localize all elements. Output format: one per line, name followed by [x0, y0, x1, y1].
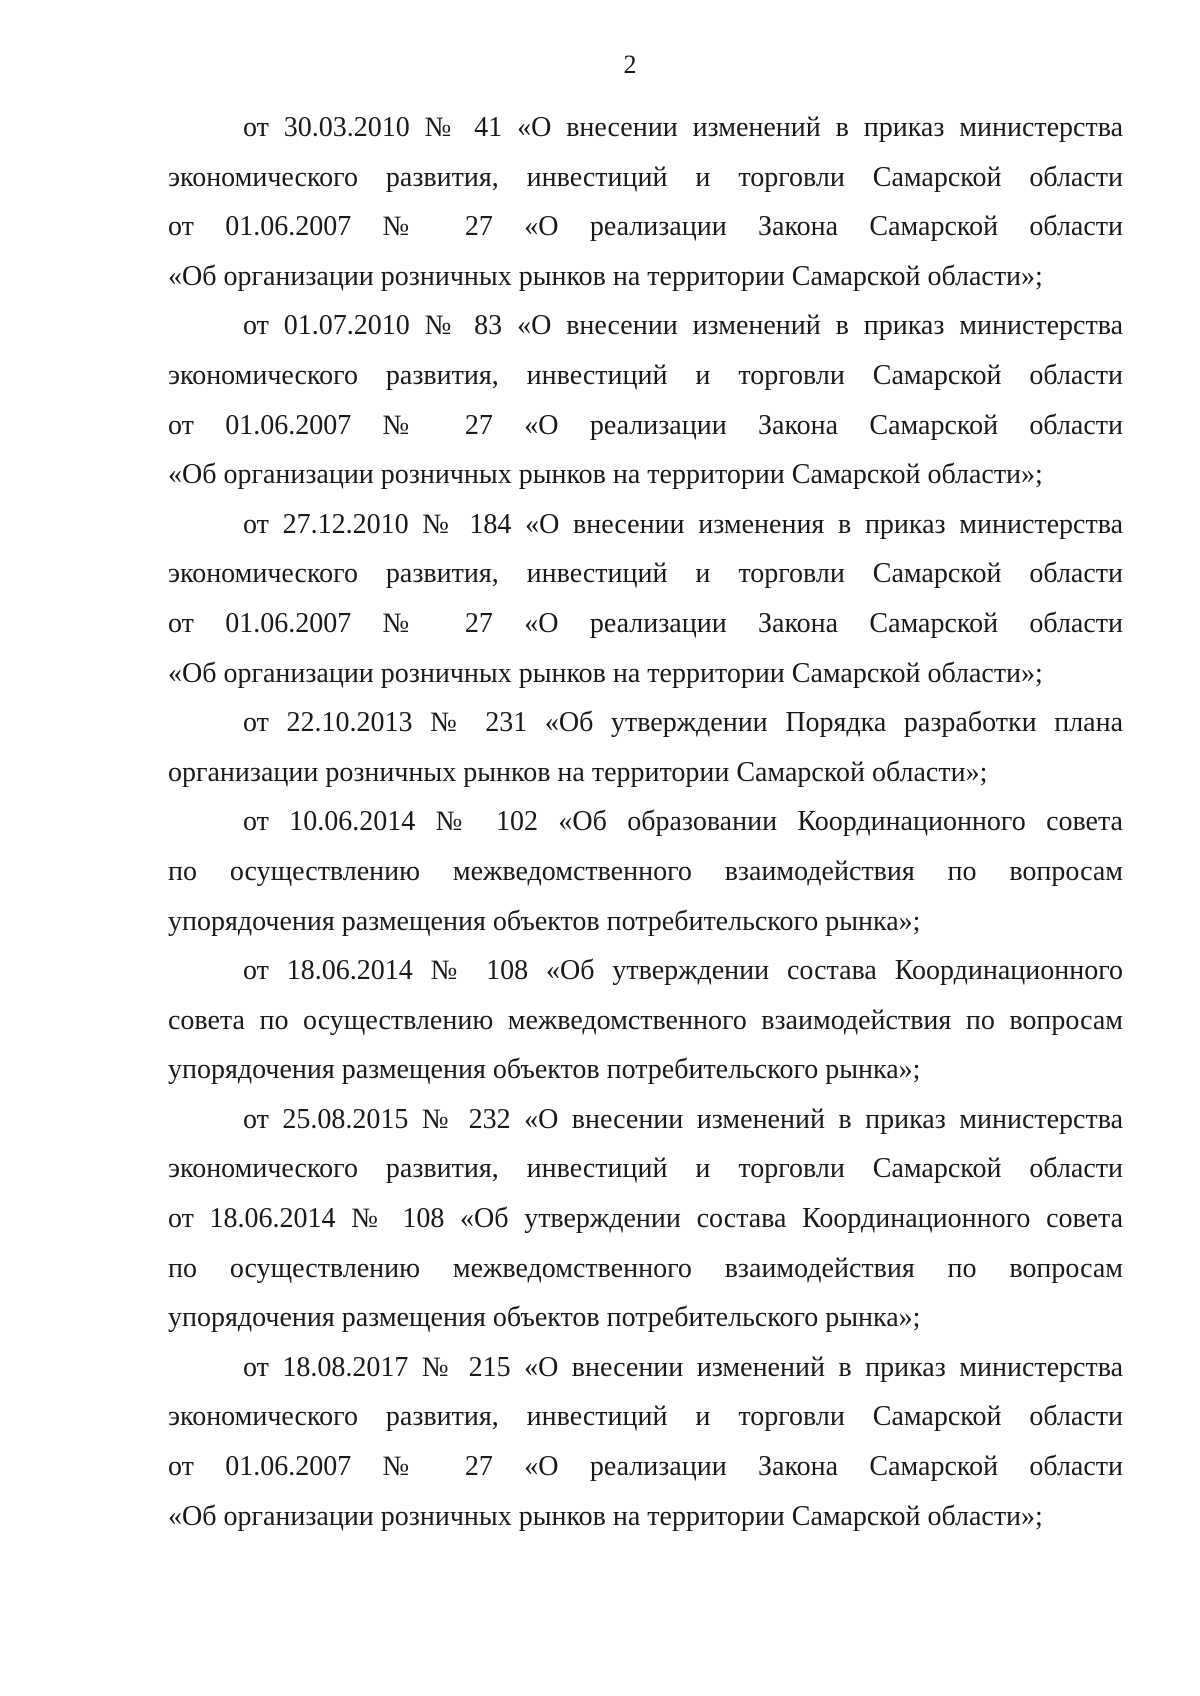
- text-line: от 01.06.2007 № 27 «О реализации Закона Самарской области: [168, 607, 1123, 639]
- text-line: от 30.03.2010 № 41 «О внесении изменений в приказ министерства: [243, 112, 1123, 143]
- text-line: от 25.08.2015 № 232 «О внесении изменений в приказ министерства: [243, 1103, 1123, 1135]
- text-line: экономического развития, инвестиций и торговли Самарской области: [168, 558, 1123, 590]
- list-item: [168, 1095, 1123, 1343]
- text-line: «Об организации розничных рынков на территории Самарской области»;: [168, 459, 1043, 491]
- text-line: от 18.06.2014 № 108 «Об утверждении состава Координационного: [243, 955, 1123, 987]
- text-line: упорядочения размещения объектов потребительского рынка»;: [168, 1302, 921, 1334]
- text-line: «Об организации розничных рынков на территории Самарской области»;: [168, 657, 1043, 689]
- list-item: [168, 946, 1123, 1095]
- text-line: экономического развития, инвестиций и торговли Самарской области: [168, 161, 1123, 193]
- text-line: упорядочения размещения объектов потребительского рынка»;: [168, 1054, 921, 1086]
- list-item: [168, 301, 1123, 499]
- text-line: экономического развития, инвестиций и торговли Самарской области: [168, 1401, 1123, 1433]
- text-line: совета по осуществлению межведомственного взаимодействия по вопросам: [168, 1004, 1123, 1036]
- text-line: экономического развития, инвестиций и торговли Самарской области: [168, 1153, 1123, 1185]
- document-body: [168, 103, 1123, 1541]
- text-line: упорядочения размещения объектов потребительского рынка»;: [168, 905, 921, 937]
- list-item: [168, 103, 1123, 301]
- text-line: от 10.06.2014 № 102 «Об образовании Координационного совета: [243, 806, 1123, 838]
- text-line: от 18.08.2017 № 215 «О внесении изменений в приказ министерства: [243, 1351, 1123, 1383]
- text-line: «Об организации розничных рынков на территории Самарской области»;: [168, 1500, 1043, 1532]
- text-line: от 27.12.2010 № 184 «О внесении изменения в приказ министерства: [243, 508, 1123, 540]
- list-item: [168, 1343, 1123, 1541]
- page-number: 2: [623, 50, 637, 79]
- text-line: организации розничных рынков на территории Самарской области»;: [168, 756, 988, 788]
- list-item: [168, 698, 1123, 797]
- text-line: «Об организации розничных рынков на территории Самарской области»;: [168, 260, 1043, 292]
- text-line: от 18.06.2014 № 108 «Об утверждении состава Координационного совета: [168, 1203, 1123, 1235]
- text-line: по осуществлению межведомственного взаимодействия по вопросам: [168, 855, 1123, 887]
- text-line: от 22.10.2013 № 231 «Об утверждении Порядка разработки плана: [243, 707, 1123, 739]
- text-line: по осуществлению межведомственного взаимодействия по вопросам: [168, 1252, 1123, 1284]
- text-line: экономического развития, инвестиций и торговли Самарской области: [168, 359, 1123, 391]
- list-item: [168, 500, 1123, 698]
- text-line: от 01.06.2007 № 27 «О реализации Закона Самарской области: [168, 211, 1123, 243]
- text-line: от 01.06.2007 № 27 «О реализации Закона Самарской области: [168, 409, 1123, 441]
- text-line: от 01.07.2010 № 83 «О внесении изменений в приказ министерства: [243, 310, 1123, 342]
- list-item: [168, 797, 1123, 946]
- text-line: от 01.06.2007 № 27 «О реализации Закона Самарской области: [168, 1451, 1123, 1483]
